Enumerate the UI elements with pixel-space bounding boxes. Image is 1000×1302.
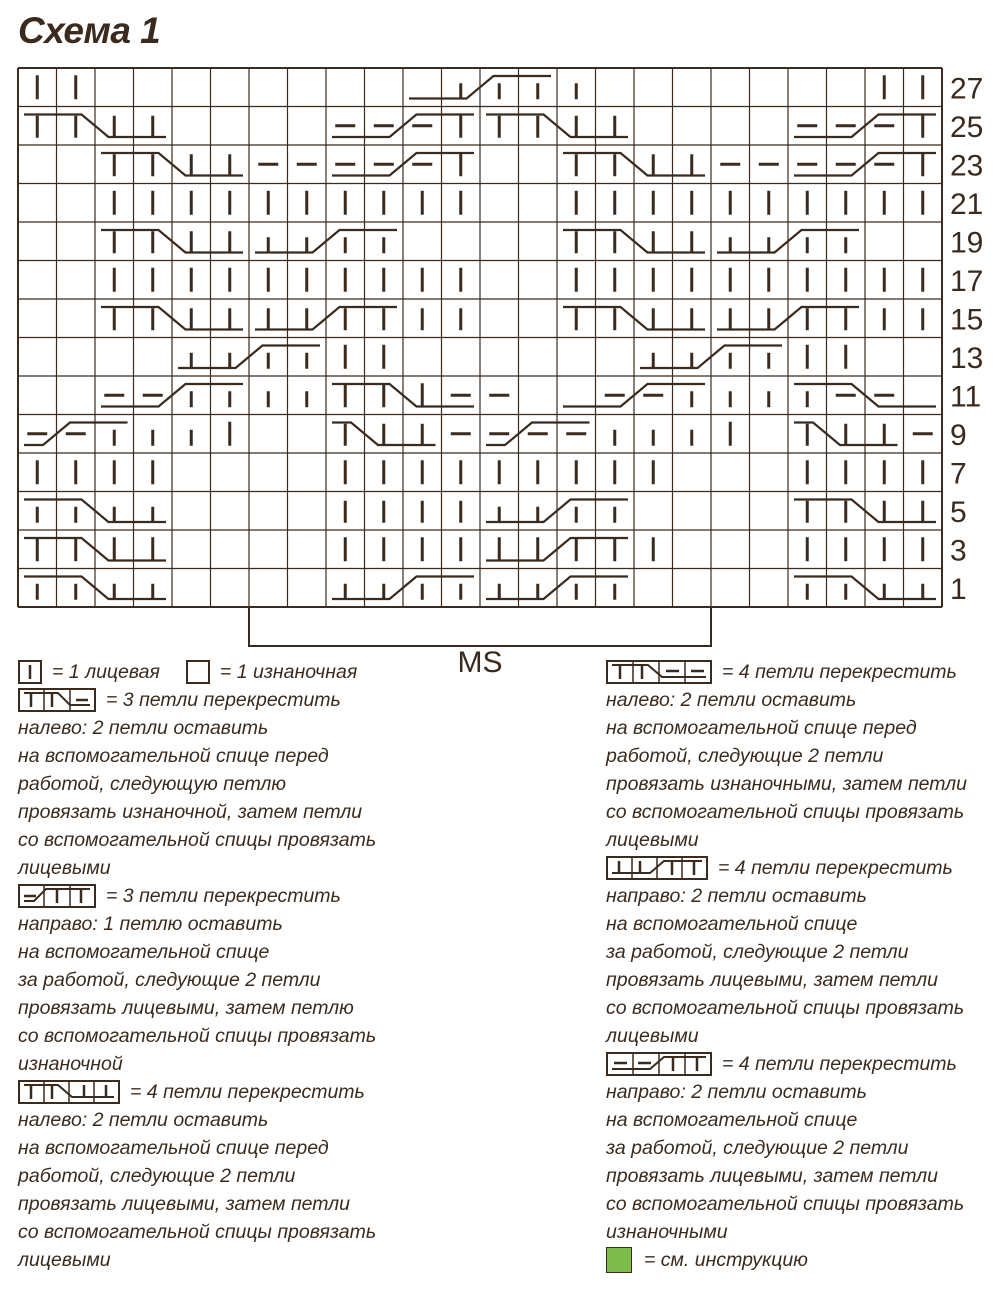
row-number: 25 [950, 110, 984, 144]
legend-c3-right-line: изнаночной [18, 1053, 123, 1075]
legend-c4-right-k-line: лицевыми [606, 1025, 699, 1047]
legend-knit-text: = 1 лицевая [52, 661, 160, 683]
legend-c3-right-line: провязать лицевыми, затем петлю [18, 997, 354, 1019]
cable-3-right-icon [18, 884, 96, 908]
row-number: 13 [950, 341, 984, 375]
row-number: 21 [950, 187, 984, 221]
legend-c3-right-line: со вспомогательной спицы провязать [18, 1025, 377, 1047]
legend-c4-left-k-line: лицевыми [18, 1249, 111, 1271]
legend-c4-left-p-line: со вспомогательной спицы провязать [606, 801, 965, 823]
repeat-bracket [249, 607, 711, 646]
legend-c4-right-k [606, 854, 996, 1050]
row-number: 3 [950, 534, 967, 568]
legend-c4-left-k [18, 1078, 458, 1274]
row-number: 27 [950, 72, 984, 106]
cable-3-left-icon [18, 688, 96, 712]
legend-c4-left-p-line: на вспомогательной спице перед [606, 717, 917, 739]
legend-purl-text: = 1 изнаночная [219, 661, 358, 683]
legend-green-text: = см. инструкцию [644, 1249, 808, 1271]
legend-c3-left-line: со вспомогательной спицы провязать [18, 829, 377, 851]
cable-4-right-purl-icon [606, 1052, 712, 1076]
legend-c3-right-head: = 3 петли перекрестить [106, 885, 341, 907]
legend-c4-right-p-line: изнаночными [606, 1221, 728, 1243]
legend-c4-left-p-line: налево: 2 петли оставить [606, 689, 857, 711]
legend-c4-left-p-line: работой, следующие 2 петли [606, 745, 884, 767]
legend-c4-left-p-line: провязать изнаночными, затем петли [606, 773, 967, 795]
green-swatch-icon [606, 1247, 632, 1273]
chart-title: Схема 1 [18, 10, 161, 51]
legend-c4-right-k-line: со вспомогательной спицы провязать [606, 997, 965, 1019]
legend-right [606, 658, 996, 1274]
legend-c4-left-k-head: = 4 петли перекрестить [130, 1081, 365, 1103]
legend-c4-left-k-line: работой, следующие 2 петли [18, 1165, 296, 1187]
legend-c3-right-line: направо: 1 петлю оставить [18, 913, 283, 935]
legend-left [18, 658, 458, 1274]
legend-green [606, 1246, 996, 1274]
repeat-label: MS [457, 646, 503, 679]
legend-c3-left-line: на вспомогательной спице перед [18, 745, 329, 767]
legend-c4-right-k-head: = 4 петли перекрестить [718, 857, 953, 879]
legend-c3-left [18, 686, 458, 882]
row-number: 11 [950, 380, 982, 414]
legend-c4-left-p-line: лицевыми [606, 829, 699, 851]
legend-c3-right-line: на вспомогательной спице [18, 941, 270, 963]
legend-c3-left-line: налево: 2 петли оставить [18, 717, 269, 739]
row-number: 7 [950, 457, 967, 491]
row-number: 15 [950, 303, 984, 337]
legend-c3-left-head: = 3 петли перекрестить [106, 689, 341, 711]
legend-c4-right-p-line: провязать лицевыми, затем петли [606, 1165, 938, 1187]
legend-c4-right-k-line: провязать лицевыми, затем петли [606, 969, 938, 991]
row-number: 5 [950, 495, 967, 529]
row-number: 17 [950, 264, 984, 298]
legend-c4-left-p-head: = 4 петли перекрестить [722, 661, 957, 683]
legend-c4-right-k-line: на вспомогательной спице [606, 913, 858, 935]
row-number: 9 [950, 418, 967, 452]
legend-c4-right-p-line: на вспомогательной спице [606, 1109, 858, 1131]
legend-c4-right-p-line: направо: 2 петли оставить [606, 1081, 867, 1103]
legend-c4-left-p [606, 658, 996, 854]
legend-c4-right-k-line: направо: 2 петли оставить [606, 885, 867, 907]
legend-c4-right-p-line: за работой, следующие 2 петли [606, 1137, 909, 1159]
purl-symbol-icon [186, 660, 210, 684]
knit-symbol-icon [18, 660, 42, 684]
legend-c4-right-p-head: = 4 петли перекрестить [722, 1053, 957, 1075]
row-number: 23 [950, 149, 984, 183]
cable-4-left-knit-icon [18, 1080, 120, 1104]
legend-c3-left-line: провязать изнаночной, затем петли [18, 801, 363, 823]
legend-c4-right-p [606, 1050, 996, 1246]
row-number: 1 [950, 572, 967, 606]
legend-c4-left-k-line: провязать лицевыми, затем петли [18, 1193, 350, 1215]
legend-c3-right-line: за работой, следующие 2 петли [18, 969, 321, 991]
legend-c4-left-k-line: на вспомогательной спице перед [18, 1137, 329, 1159]
cable-4-right-knit-icon [606, 856, 708, 880]
row-number: 19 [950, 226, 984, 260]
legend-c3-left-line: работой, следующую петлю [18, 773, 287, 795]
legend-c4-right-k-line: за работой, следующие 2 петли [606, 941, 909, 963]
legend-c4-right-p-line: со вспомогательной спицы провязать [606, 1193, 965, 1215]
legend-c4-left-k-line: со вспомогательной спицы провязать [18, 1221, 377, 1243]
legend-c3-left-line: лицевыми [18, 857, 111, 879]
cable-4-left-purl-icon [606, 660, 712, 684]
legend-basic [18, 658, 458, 686]
legend-c4-left-k-line: налево: 2 петли оставить [18, 1109, 269, 1131]
legend-c3-right [18, 882, 458, 1078]
